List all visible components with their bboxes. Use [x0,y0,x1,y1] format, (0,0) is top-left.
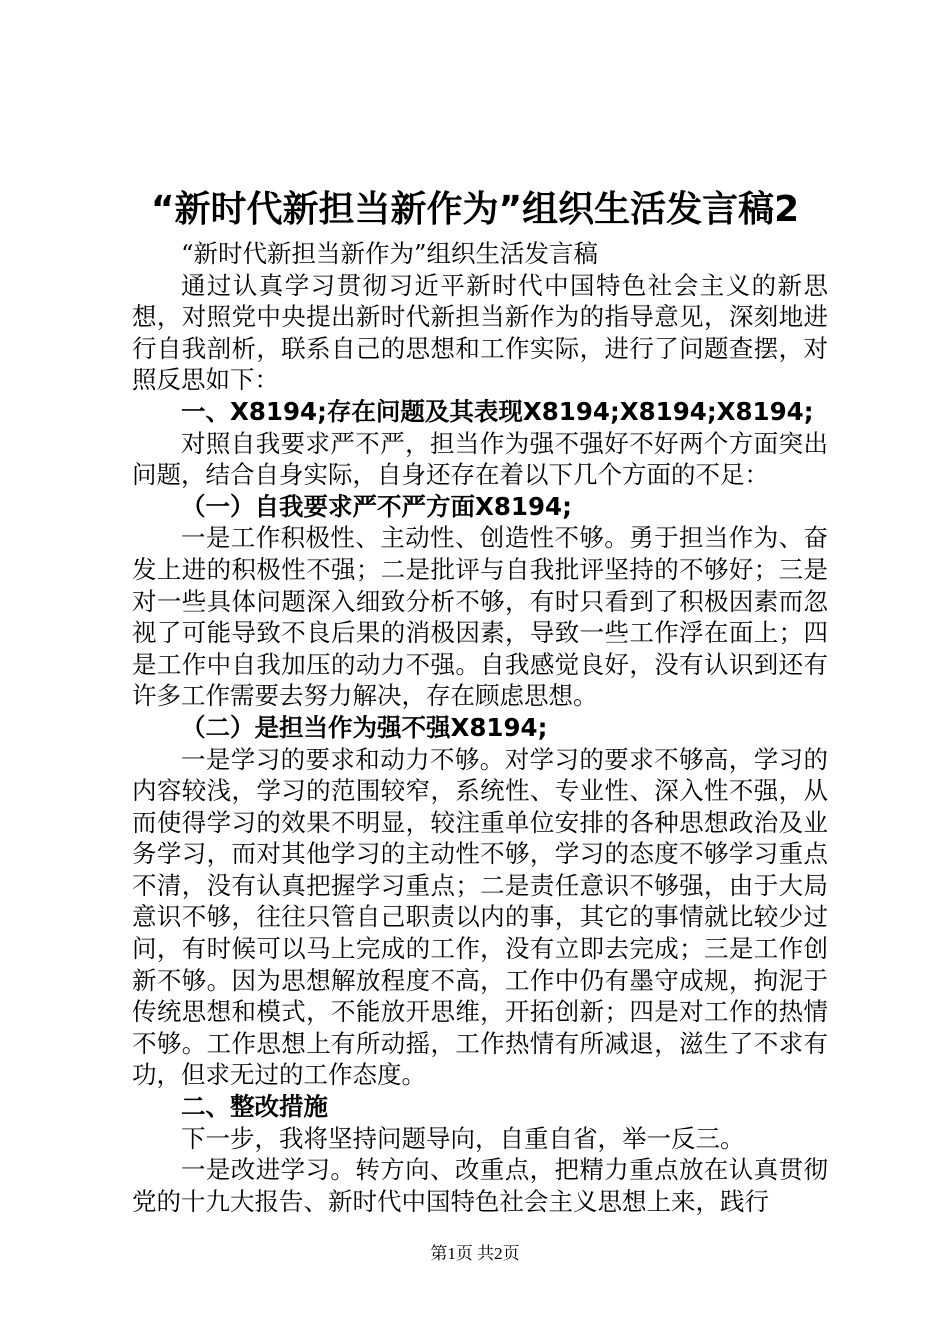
paragraph-self-requirement: 一是工作积极性、主动性、创造性不够。勇于担当作为、奋发上进的积极性不强；二是批评与自我批评坚持的不够好；三是对一些具体问题深入细致分析不够，有时只看到了积极因素而忽视了可能导致不良后果的消极因素，导致一些工作浮在面上；四是工作中自我加压的动力不强。自我感觉良好，没有认识到还有许多工作需要去努力解决，存在顾虑思想。 [132,523,828,711]
subsection-heading-self-requirement: （一）自我要求严不严方面X8194; [181,491,572,521]
paragraph-subtitle: “新时代新担当新作为”组织生活发言稿 [181,239,599,268]
page-footer: 第1页 共2页 [430,1244,520,1263]
paragraph-improve-study: 一是改进学习。转方向、改重点，把精力重点放在认真贯彻党的十九大报告、新时代中国特色社会主义思想上来，践行 [132,1155,828,1216]
paragraph-responsibility: 一是学习的要求和动力不够。对学习的要求不够高，学习的内容较浅，学习的范围较窄，系统性、专业性、深入性不强，从而使得学习的效果不明显，较注重单位安排的各种思想政治及业务学习，而对其他学习的主动性不够，学习的态度不够学习重点不清，没有认真把握学习重点；二是责任意识不够强，由于大局意识不够，往往只管自己职责以内的事，其它的事情就比较少过问，有时候可以马上完成的工作，没有立即去完成；三是工作创新不够。因为思想解放程度不高，工作中仍有墨守成规，拘泥于传统思想和模式，不能放开思维，开拓创新；四是对工作的热情不够。工作思想上有所动摇，工作热情有所减退，滋生了不求有功，但求无过的工作态度。 [132,744,828,1090]
section-heading-rectification: 二、整改措施 [181,1092,328,1122]
document-title: “新时代新担当新作为”组织生活发言稿2 [150,189,800,230]
document-body [132,238,828,1217]
paragraph-intro: 通过认真学习贯彻习近平新时代中国特色社会主义的新思想，对照党中央提出新时代新担当新作为的指导意见，深刻地进行自我剖析，联系自己的思想和工作实际，进行了问题查摆，对照反思如下： [132,270,828,395]
section-heading-problems: 一、X8194;存在问题及其表现X8194;X8194;X8194; [181,396,814,426]
subsection-heading-responsibility: （二）是担当作为强不强X8194; [181,712,548,742]
paragraph-rectification-intro: 下一步，我将坚持问题导向，自重自省，举一反三。 [181,1123,745,1153]
paragraph-problems-intro: 对照自我要求严不严，担当作为强不强好不好两个方面突出问题，结合自身实际，自身还存在着以下几个方面的不足： [132,428,828,490]
